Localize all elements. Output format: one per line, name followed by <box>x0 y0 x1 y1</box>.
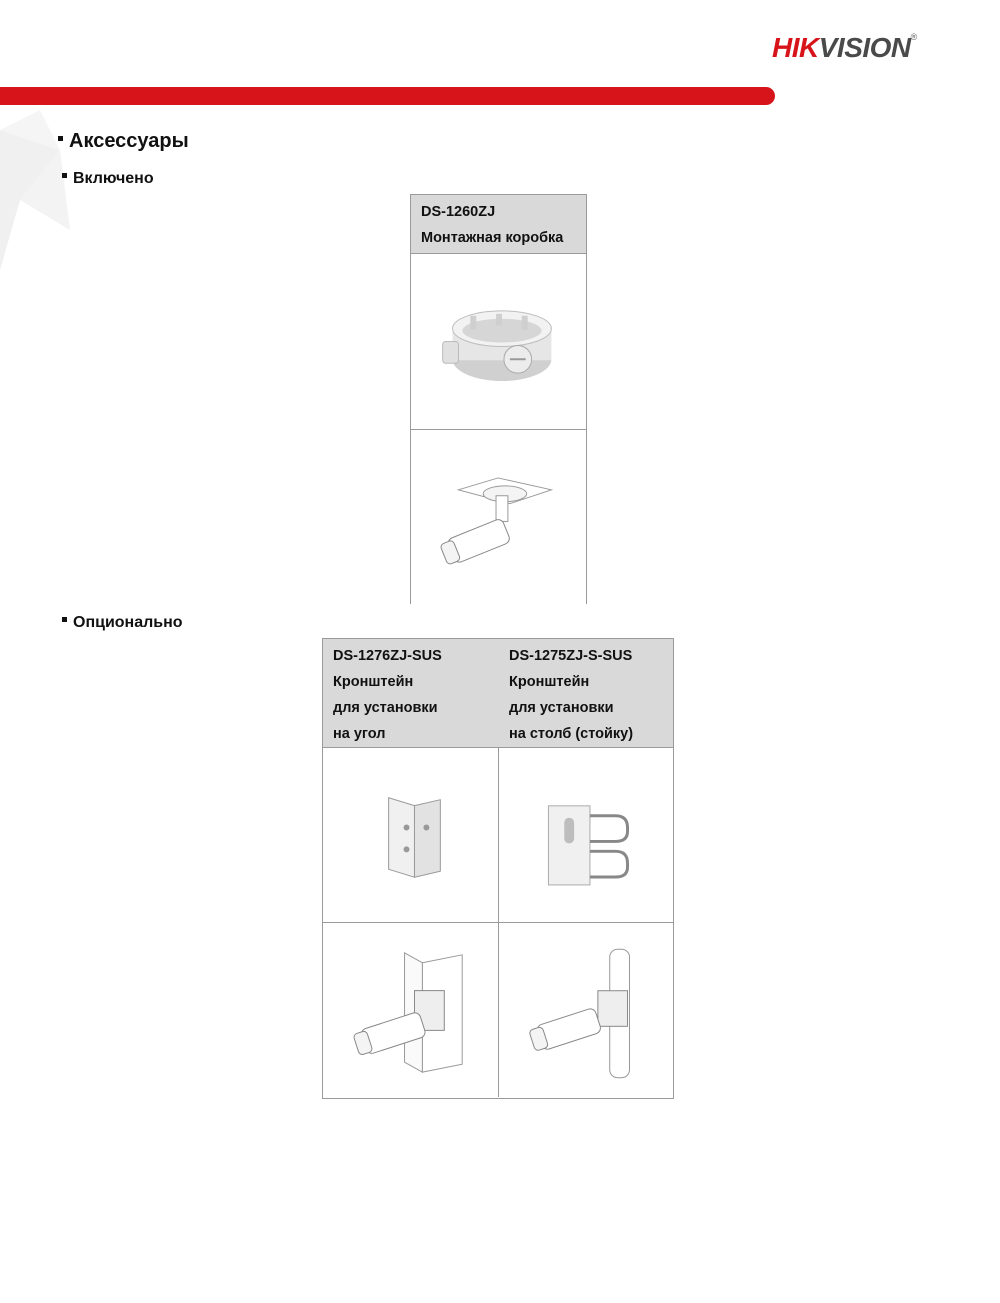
table-header <box>411 195 586 253</box>
corner-mount-image <box>323 748 498 922</box>
model-number: DS-1275ZJ-S-SUS <box>509 648 633 664</box>
description-line: Кронштейн <box>333 674 414 690</box>
bullet-icon <box>62 617 67 622</box>
header-red-bar <box>0 87 775 105</box>
optional-accessory-table <box>322 638 674 1099</box>
junction-box-installed-image <box>411 430 586 605</box>
pole-mount-installed-cell <box>498 923 673 1097</box>
bullet-icon <box>58 136 63 141</box>
hikvision-logo: HIKVISION® <box>772 32 917 63</box>
bullet-icon <box>62 173 67 178</box>
pole-mount-installed-image <box>499 923 673 1097</box>
pole-mount-header <box>498 639 673 747</box>
description-line: на угол <box>333 726 386 742</box>
included-accessory-table <box>410 194 587 604</box>
model-number: DS-1260ZJ <box>421 204 496 220</box>
junction-box-image-cell <box>411 253 586 429</box>
pole-mount-image-cell <box>498 748 673 922</box>
model-description: Монтажная коробка <box>421 230 564 246</box>
junction-box-installed-image-cell <box>411 429 586 605</box>
description-line: Кронштейн <box>509 674 590 690</box>
corner-mount-installed-cell <box>323 923 498 1097</box>
model-number: DS-1276ZJ-SUS <box>333 648 442 664</box>
installation-image-row <box>323 922 673 1097</box>
corner-mount-header <box>323 639 498 747</box>
description-line: для установки <box>333 700 438 716</box>
product-image-row <box>323 747 673 922</box>
table-header <box>323 639 673 747</box>
pole-mount-image <box>499 748 673 922</box>
corner-mount-installed-image <box>323 923 498 1097</box>
description-line: для установки <box>509 700 614 716</box>
section-accessories-heading: Аксессуары <box>58 130 189 153</box>
corner-mount-image-cell <box>323 748 498 922</box>
junction-box-image <box>411 254 586 429</box>
section-included-heading: Включено <box>62 170 154 188</box>
description-line: на столб (стойку) <box>509 726 634 742</box>
section-optional-heading: Опционально <box>62 614 183 632</box>
